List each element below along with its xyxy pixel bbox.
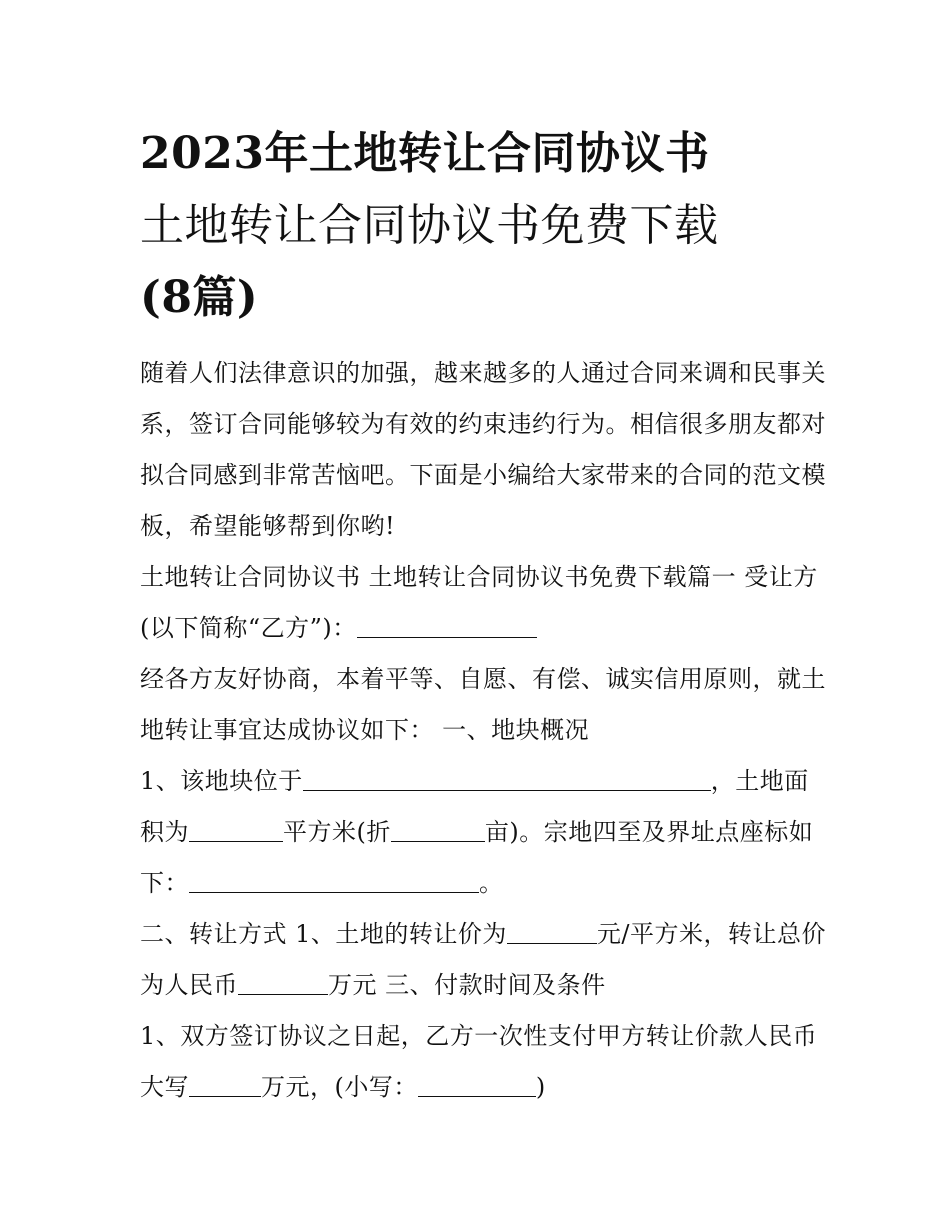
clause-2-text-a: 二、转让方式 1、土地的转让价为 (140, 920, 507, 948)
clause-1-text-a: 1、该地块位于 (140, 767, 303, 795)
title-line-2: 土地转让合同协议书免费下载 (140, 200, 719, 251)
document-body (140, 118, 830, 1113)
clause-1-paragraph (140, 756, 830, 909)
unit-price-blank (507, 919, 597, 944)
clause-3-text-b: 万元，(小写： (261, 1073, 418, 1101)
area-sqm-blank (189, 817, 283, 842)
payment-amount-words-blank (189, 1072, 261, 1097)
clause-1-text-b: ，土地面积为 (140, 767, 809, 846)
clause-1-text-e: 。 (479, 869, 504, 897)
section-heading-text: 土地转让合同协议书 土地转让合同协议书免费下载篇一 受让方(以下简称“乙方”)： (140, 563, 818, 642)
party-b-name-blank (357, 613, 537, 638)
area-mu-blank (391, 817, 485, 842)
clause-3-text-a: 1、双方签订协议之日起，乙方一次性支付甲方转让价款人民币大写 (140, 1022, 818, 1101)
intro-text: 随着人们法律意识的加强，越来越多的人通过合同来调和民事关系，签订合同能够较为有效的约束违约行为。相信很多朋友都对拟合同感到非常苦恼吧。下面是小编给大家带来的合同的范文模板，希望能够帮到你哟! (140, 359, 826, 540)
title-line-3: (8篇) (140, 272, 259, 323)
clause-1-text-c: 平方米(折 (283, 818, 391, 846)
total-price-blank (238, 970, 328, 995)
clause-1-text-d: 亩)。宗地四至及界址点座标如下： (140, 818, 814, 897)
principle-paragraph (140, 654, 830, 756)
title-line-1: 2023年土地转让合同协议书 (140, 128, 710, 179)
clause-2-text-c: 万元 三、付款时间及条件 (328, 971, 606, 999)
clause-2-paragraph (140, 909, 830, 1011)
document-title (140, 118, 830, 334)
clause-2-text-b: 元/平方米，转让总价为人民币 (140, 920, 826, 999)
payment-amount-figures-blank (418, 1072, 536, 1097)
location-blank (303, 766, 711, 791)
clause-3-text-c: ) (535, 1073, 546, 1101)
boundary-coords-blank (189, 868, 479, 893)
section-heading-paragraph (140, 552, 830, 654)
principle-text: 经各方友好协商，本着平等、自愿、有偿、诚实信用原则，就土地转让事宜达成协议如下： 一、地块概况 (140, 665, 826, 744)
intro-paragraph (140, 348, 830, 552)
clause-3-paragraph (140, 1011, 830, 1113)
